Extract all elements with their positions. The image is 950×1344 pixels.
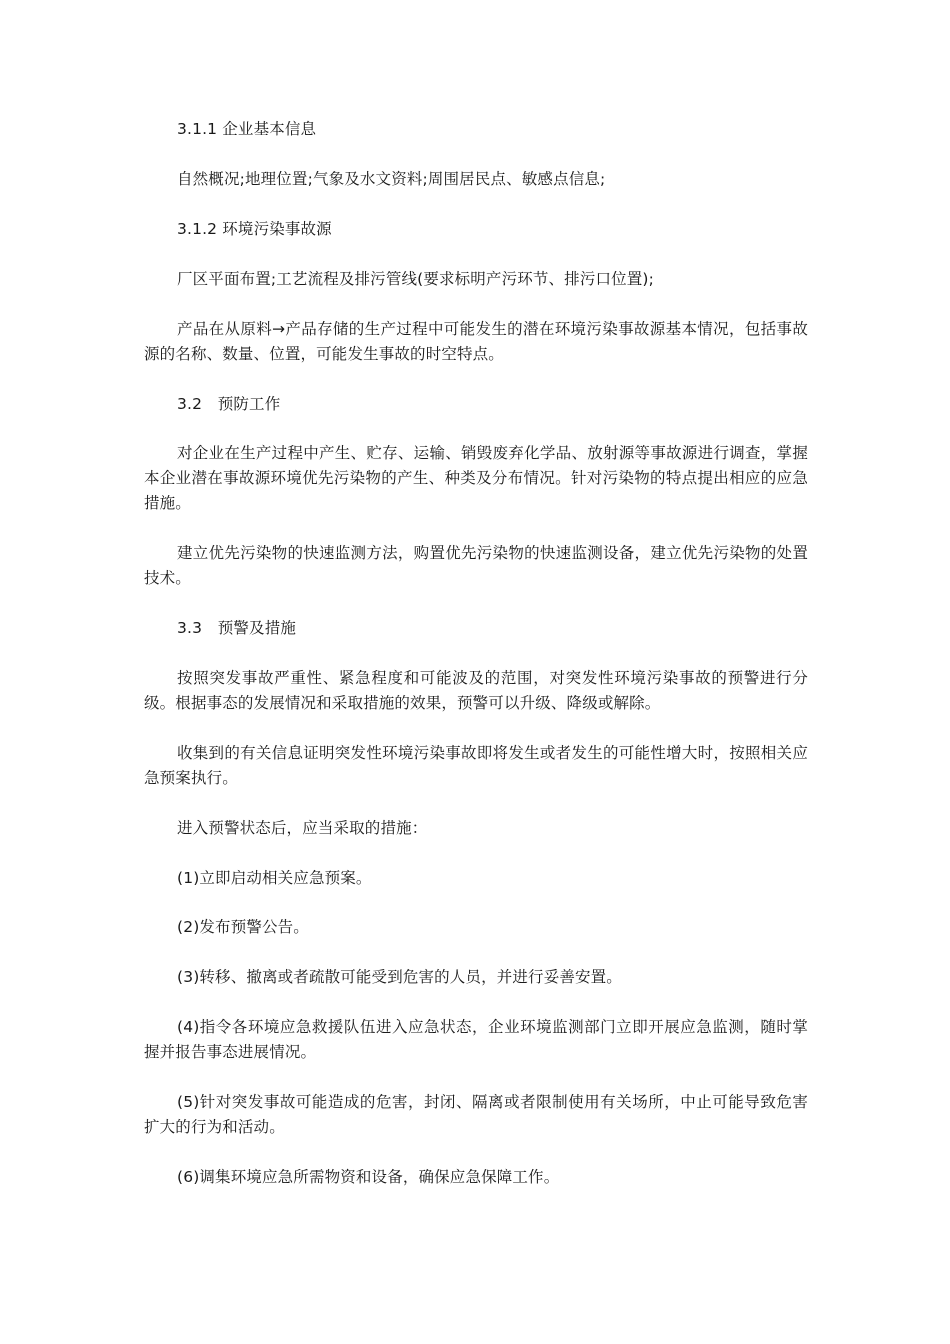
paragraph-investigation: 对企业在生产过程中产生、贮存、运输、销毁废弃化学品、放射源等事故源进行调查，掌握本企业潜在事故源环境优先污染物的产生、种类及分布情况。针对污染物的特点提出相应的应急措施。 (144, 444, 808, 512)
list-item-6: (6)调集环境应急所需物资和设备，确保应急保障工作。 (177, 1168, 560, 1186)
paragraph-accident-sources: 产品在从原料→产品存储的生产过程中可能发生的潜在环境污染事故源基本情况，包括事故源的名称、数量、位置，可能发生事故的时空特点。 (144, 320, 808, 363)
paragraph-natural-overview: 自然概况;地理位置;气象及水文资料;周围居民点、敏感点信息; (177, 170, 606, 188)
section-heading-3-1-2: 3.1.2 环境污染事故源 (177, 220, 332, 238)
list-item-1: (1)立即启动相关应急预案。 (177, 869, 372, 887)
paragraph-information-collected: 收集到的有关信息证明突发性环境污染事故即将发生或者发生的可能性增大时，按照相关应急预案执行。 (144, 744, 808, 787)
section-heading-3-3: 3.3 预警及措施 (177, 619, 297, 637)
section-heading-3-1-1: 3.1.1 企业基本信息 (177, 120, 317, 138)
paragraph-warning-levels: 按照突发事故严重性、紧急程度和可能波及的范围，对突发性环境污染事故的预警进行分级。根据事态的发展情况和采取措施的效果，预警可以升级、降级或解除。 (144, 669, 808, 712)
paragraph-measures-intro: 进入预警状态后，应当采取的措施： (177, 819, 428, 837)
paragraph-monitoring-methods: 建立优先污染物的快速监测方法，购置优先污染物的快速监测设备，建立优先污染物的处置技术。 (144, 544, 808, 587)
paragraph-plant-layout: 厂区平面布置;工艺流程及排污管线(要求标明产污环节、排污口位置); (177, 270, 654, 288)
list-item-3: (3)转移、撤离或者疏散可能受到危害的人员，并进行妥善安置。 (177, 968, 622, 986)
list-item-4: (4)指令各环境应急救援队伍进入应急状态，企业环境监测部门立即开展应急监测，随时掌握并报告事态进展情况。 (144, 1018, 808, 1061)
list-item-2: (2)发布预警公告。 (177, 918, 309, 936)
list-item-5: (5)针对突发事故可能造成的危害，封闭、隔离或者限制使用有关场所，中止可能导致危害扩大的行为和活动。 (144, 1093, 808, 1136)
section-heading-3-2: 3.2 预防工作 (177, 395, 281, 413)
